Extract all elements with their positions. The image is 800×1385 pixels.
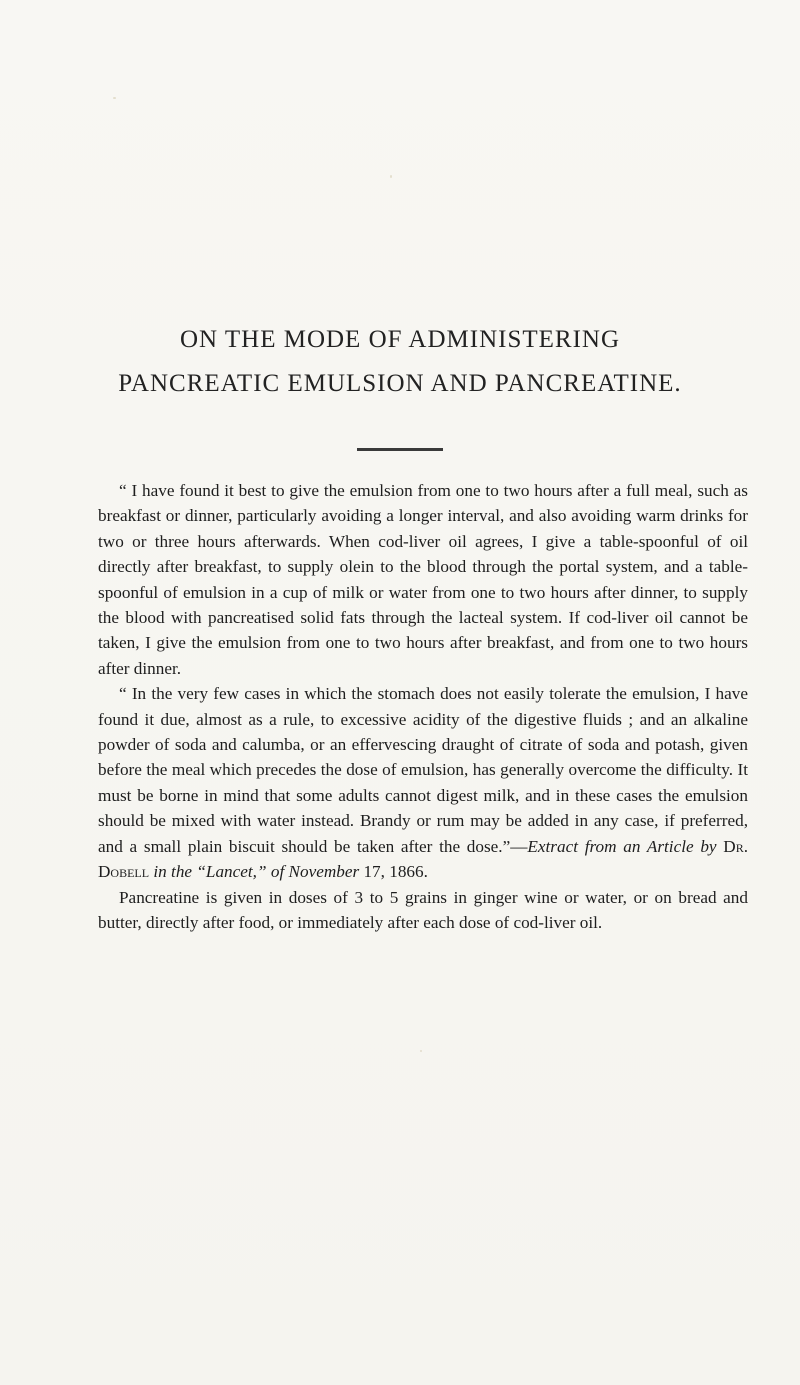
source-of-month: of November bbox=[270, 862, 360, 882]
source-author: Dr. Dobell bbox=[98, 836, 748, 882]
source-journal: “Lancet,” bbox=[196, 862, 267, 882]
source-extract-note: Extract from an Article by bbox=[527, 836, 717, 856]
paragraph-2-text: “ In the very few cases in which the stomach does not easily tolerate the emulsion, I have found it due, almost as a rule, to excessive acidity of the digestive fluids ; and an alkaline powder of soda and calumba, or an effervescing draught of citrate of soda and potash, given before the meal which precedes the dose of emulsion, has generally overcome the difficulty. It must be borne in mind that some adults cannot digest milk, and in these cases the emulsion should be mixed with water instead. Brandy or rum may be added in any case, if preferred, and a small plain biscuit should be taken after the dose.”— bbox=[98, 684, 748, 856]
title-divider bbox=[357, 448, 443, 451]
paragraph-3: Pancreatine is given in doses of 3 to 5 grains in ginger wine or water, or on bread and butter, directly after food, or immediately after each dose of cod-liver oil. bbox=[98, 887, 748, 932]
paragraph-2 bbox=[98, 681, 748, 884]
page-title-line-2: PANCREATIC EMULSION AND PANCREATINE. bbox=[118, 370, 682, 397]
paragraph-1: “ I have found it best to give the emulsion from one to two hours after a full meal, such as breakfast or dinner, particularly avoiding a longer interval, and also avoiding warm drinks for two or three hours afterwards. When cod-liver oil agrees, I give a table-spoonful of oil directly after breakfast, to supply olein to the blood through the portal system, and a table-spoonful of emulsion in a cup of milk or water from one to two hours after dinner, to supply the blood with pancreatised solid fats through the lacteal system. If cod-liver oil cannot be taken, I give the emulsion from one to two hours after breakfast, and from one to two hours after dinner. bbox=[98, 481, 748, 678]
source-in: in the bbox=[153, 862, 193, 882]
page-title-line-1: ON THE MODE OF ADMINISTERING bbox=[179, 326, 621, 353]
source-date: 17, 1866. bbox=[363, 862, 428, 882]
article-body bbox=[98, 478, 748, 935]
